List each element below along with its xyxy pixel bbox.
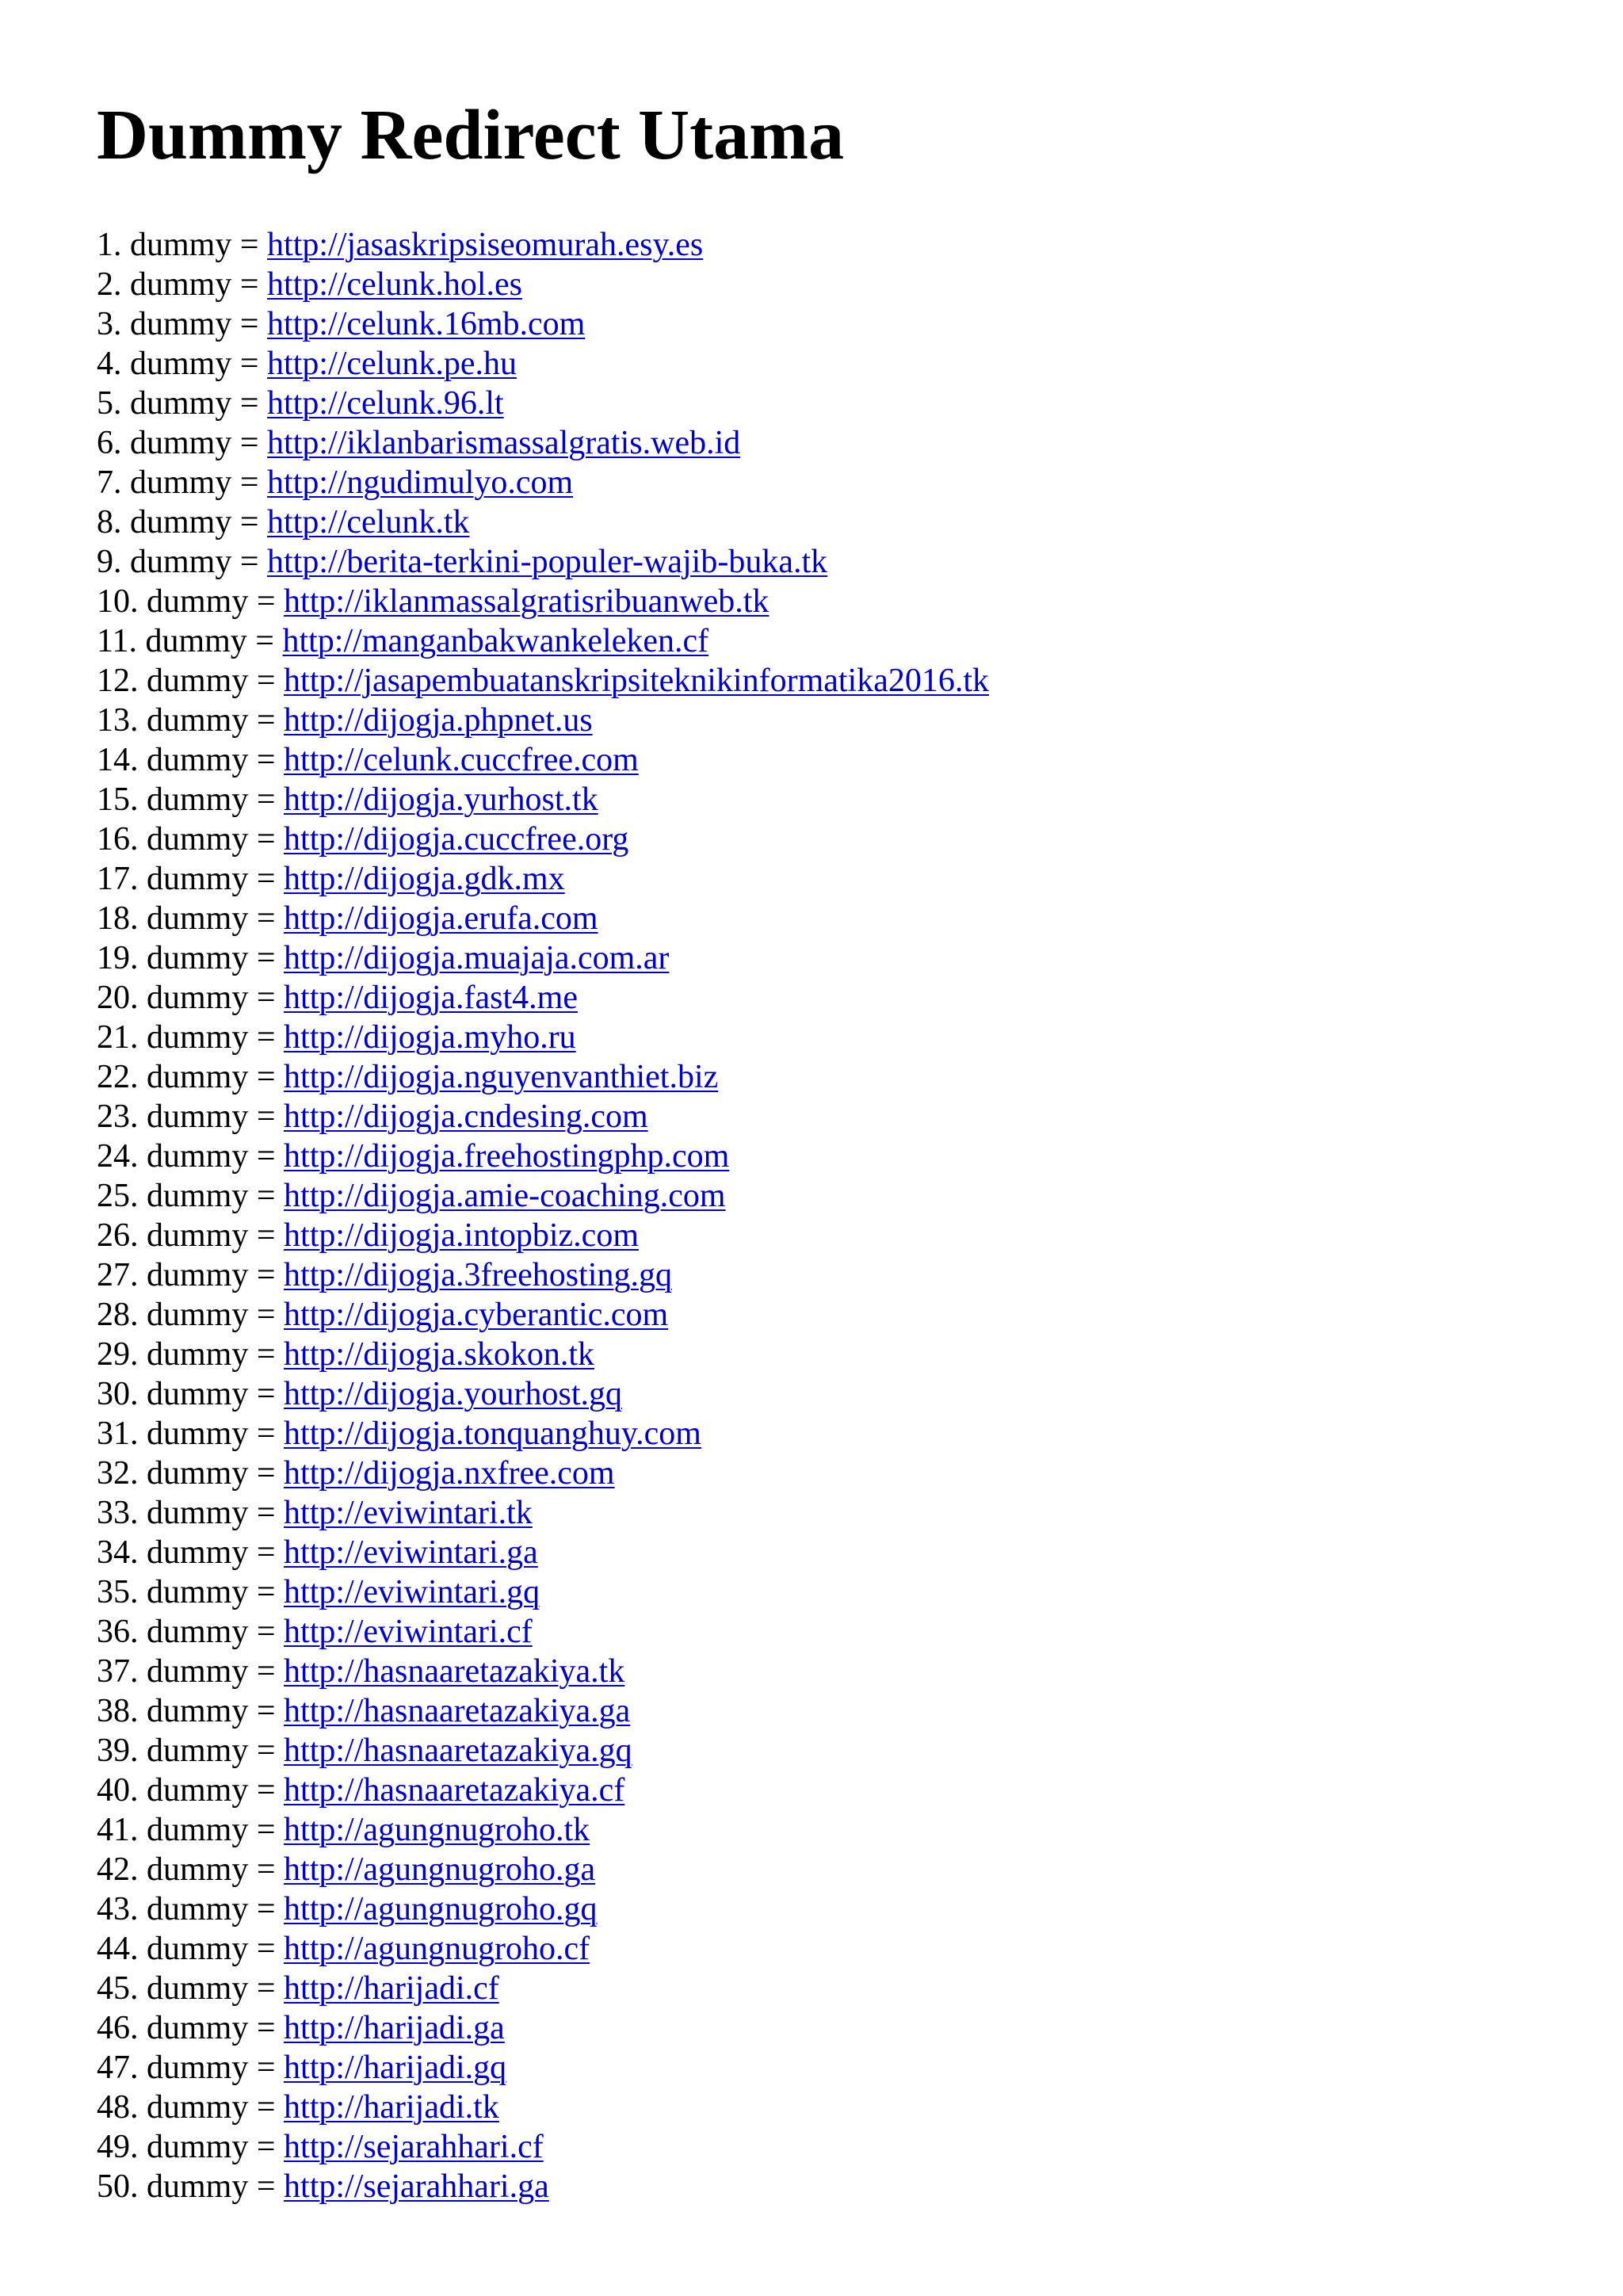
item-label: 34. dummy	[97, 1534, 249, 1571]
list-item	[97, 661, 989, 701]
item-label: 49. dummy	[97, 2129, 249, 2165]
redirect-link[interactable]: http://eviwintari.gq	[284, 1574, 540, 1610]
item-label: 18. dummy	[97, 900, 249, 937]
item-label: 48. dummy	[97, 2089, 249, 2126]
redirect-link[interactable]: http://agungnugroho.gq	[284, 1891, 598, 1927]
item-separator: =	[248, 1178, 285, 1214]
item-label: 50. dummy	[97, 2168, 249, 2205]
item-separator: =	[248, 1891, 285, 1927]
item-separator: =	[231, 544, 268, 580]
item-separator: =	[248, 1217, 285, 1254]
redirect-link[interactable]: http://eviwintari.ga	[284, 1534, 538, 1571]
item-label: 31. dummy	[97, 1415, 249, 1452]
list-item	[97, 2088, 989, 2127]
item-label: 20. dummy	[97, 980, 249, 1016]
document-page	[97, 0, 1575, 2296]
item-label: 29. dummy	[97, 1336, 249, 1373]
item-label: 46. dummy	[97, 2010, 249, 2046]
item-separator: =	[248, 2089, 285, 2126]
item-label: 28. dummy	[97, 1297, 249, 1333]
redirect-link[interactable]: http://dijogja.phpnet.us	[284, 702, 593, 739]
list-item	[97, 1414, 989, 1454]
item-separator: =	[248, 1614, 285, 1650]
item-label: 32. dummy	[97, 1455, 249, 1492]
item-separator: =	[248, 1495, 285, 1531]
item-label: 9. dummy	[97, 544, 232, 580]
list-item	[97, 1097, 989, 1137]
redirect-link[interactable]: http://harijadi.ga	[284, 2010, 505, 2046]
item-separator: =	[248, 1098, 285, 1135]
item-label: 23. dummy	[97, 1098, 249, 1135]
redirect-link[interactable]: http://celunk.16mb.com	[267, 306, 586, 342]
item-separator: =	[248, 1733, 285, 1769]
item-separator: =	[248, 742, 285, 778]
redirect-link[interactable]: http://harijadi.tk	[284, 2089, 499, 2126]
item-separator: =	[248, 583, 285, 620]
item-separator: =	[248, 821, 285, 858]
list-item	[97, 1295, 989, 1335]
redirect-link[interactable]: http://eviwintari.cf	[284, 1614, 533, 1650]
item-separator: =	[248, 781, 285, 818]
item-separator: =	[248, 940, 285, 976]
item-label: 40. dummy	[97, 1772, 249, 1809]
item-separator: =	[248, 1019, 285, 1056]
redirect-link[interactable]: http://iklanmassalgratisribuanweb.tk	[284, 583, 769, 620]
item-label: 26. dummy	[97, 1217, 249, 1254]
redirect-link[interactable]: http://hasnaaretazakiya.gq	[284, 1733, 632, 1769]
redirect-link[interactable]: http://dijogja.cuccfree.org	[284, 821, 629, 858]
item-label: 14. dummy	[97, 742, 249, 778]
redirect-link[interactable]: http://dijogja.3freehosting.gq	[284, 1257, 672, 1293]
item-separator: =	[231, 425, 268, 461]
list-item	[97, 1810, 989, 1850]
item-label: 42. dummy	[97, 1851, 249, 1888]
list-item	[97, 859, 989, 899]
item-label: 7. dummy	[97, 464, 232, 501]
redirect-link[interactable]: http://jasapembuatanskripsiteknikinformatika2016.tk	[284, 663, 990, 699]
redirect-link[interactable]: http://dijogja.amie-coaching.com	[284, 1178, 726, 1214]
redirect-link[interactable]: http://hasnaaretazakiya.cf	[284, 1772, 625, 1809]
item-separator: =	[248, 1297, 285, 1333]
redirect-link[interactable]: http://celunk.hol.es	[267, 266, 522, 303]
item-label: 37. dummy	[97, 1653, 249, 1690]
item-separator: =	[248, 1851, 285, 1888]
item-label: 35. dummy	[97, 1574, 249, 1610]
item-label: 43. dummy	[97, 1891, 249, 1927]
item-separator: =	[231, 504, 268, 541]
list-item	[97, 1493, 989, 1533]
list-item	[97, 225, 989, 265]
list-item	[97, 582, 989, 621]
list-item	[97, 938, 989, 978]
item-separator: =	[248, 980, 285, 1016]
item-separator: =	[248, 1931, 285, 1967]
item-label: 19. dummy	[97, 940, 249, 976]
redirect-list	[97, 225, 989, 2206]
list-item	[97, 2127, 989, 2167]
item-separator: =	[248, 2168, 285, 2205]
redirect-link[interactable]: http://dijogja.gdk.mx	[284, 861, 565, 897]
list-item	[97, 1572, 989, 1612]
item-separator: =	[248, 1534, 285, 1571]
item-label: 13. dummy	[97, 702, 249, 739]
redirect-link[interactable]: http://agungnugroho.ga	[284, 1851, 596, 1888]
redirect-link[interactable]: http://dijogja.cndesing.com	[284, 1098, 648, 1135]
list-item	[97, 1652, 989, 1691]
list-item	[97, 304, 989, 344]
item-label: 1. dummy	[97, 227, 232, 263]
redirect-link[interactable]: http://eviwintari.tk	[284, 1495, 533, 1531]
redirect-link[interactable]: http://dijogja.nxfree.com	[284, 1455, 615, 1492]
item-separator: =	[248, 1257, 285, 1293]
redirect-link[interactable]: http://agungnugroho.tk	[284, 1812, 590, 1848]
list-item	[97, 1889, 989, 1929]
item-separator: =	[248, 1772, 285, 1809]
item-label: 24. dummy	[97, 1138, 249, 1175]
list-item	[97, 780, 989, 819]
item-label: 27. dummy	[97, 1257, 249, 1293]
redirect-link[interactable]: http://manganbakwankeleken.cf	[282, 623, 709, 659]
redirect-link[interactable]: http://dijogja.nguyenvanthiet.biz	[284, 1059, 719, 1095]
item-separator: =	[231, 464, 268, 501]
item-label: 15. dummy	[97, 781, 249, 818]
item-label: 36. dummy	[97, 1614, 249, 1650]
item-separator: =	[231, 227, 268, 263]
item-label: 25. dummy	[97, 1178, 249, 1214]
item-separator: =	[248, 2129, 285, 2165]
list-item	[97, 899, 989, 938]
redirect-link[interactable]: http://dijogja.erufa.com	[284, 900, 598, 937]
redirect-link[interactable]: http://dijogja.fast4.me	[284, 980, 578, 1016]
list-item	[97, 2008, 989, 2048]
item-separator: =	[248, 1138, 285, 1175]
item-label: 21. dummy	[97, 1019, 249, 1056]
redirect-link[interactable]: http://dijogja.myho.ru	[284, 1019, 576, 1056]
item-label: 41. dummy	[97, 1812, 249, 1848]
item-label: 33. dummy	[97, 1495, 249, 1531]
redirect-link[interactable]: http://harijadi.cf	[284, 1970, 499, 2007]
list-item	[97, 1057, 989, 1097]
item-label: 17. dummy	[97, 861, 249, 897]
redirect-link[interactable]: http://agungnugroho.cf	[284, 1931, 590, 1967]
item-label: 22. dummy	[97, 1059, 249, 1095]
redirect-link[interactable]: http://celunk.96.lt	[267, 385, 504, 422]
list-item	[97, 265, 989, 304]
item-separator: =	[248, 1653, 285, 1690]
redirect-link[interactable]: http://dijogja.freehostingphp.com	[284, 1138, 730, 1175]
redirect-link[interactable]: http://harijadi.gq	[284, 2050, 507, 2086]
list-item	[97, 1850, 989, 1889]
list-item	[97, 1018, 989, 1057]
list-item	[97, 1533, 989, 1572]
redirect-link[interactable]: http://hasnaaretazakiya.ga	[284, 1693, 631, 1729]
list-item	[97, 1454, 989, 1493]
item-separator: =	[248, 663, 285, 699]
item-separator: =	[248, 1455, 285, 1492]
redirect-link[interactable]: http://ngudimulyo.com	[267, 464, 574, 501]
list-item	[97, 1374, 989, 1414]
redirect-link[interactable]: http://dijogja.yourhost.gq	[284, 1376, 623, 1412]
item-separator: =	[231, 306, 268, 342]
item-separator: =	[248, 2010, 285, 2046]
list-item	[97, 1771, 989, 1810]
item-label: 5. dummy	[97, 385, 232, 422]
list-item	[97, 542, 989, 582]
list-item	[97, 1216, 989, 1255]
list-item	[97, 621, 989, 661]
redirect-link[interactable]: http://celunk.tk	[267, 504, 470, 541]
redirect-link[interactable]: http://hasnaaretazakiya.tk	[284, 1653, 625, 1690]
item-label: 45. dummy	[97, 1970, 249, 2007]
list-item	[97, 384, 989, 423]
list-item	[97, 2167, 989, 2206]
redirect-link[interactable]: http://jasaskripsiseomurah.esy.es	[267, 227, 704, 263]
redirect-link[interactable]: http://berita-terkini-populer-wajib-buka.tk	[267, 544, 828, 580]
redirect-link[interactable]: http://sejarahhari.ga	[284, 2168, 549, 2205]
list-item	[97, 463, 989, 502]
list-item	[97, 978, 989, 1018]
item-separator: =	[248, 1970, 285, 2007]
list-item	[97, 1731, 989, 1771]
item-label: 6. dummy	[97, 425, 232, 461]
list-item	[97, 1691, 989, 1731]
item-label: 2. dummy	[97, 266, 232, 303]
item-label: 30. dummy	[97, 1376, 249, 1412]
item-separator: =	[248, 1415, 285, 1452]
redirect-link[interactable]: http://dijogja.yurhost.tk	[284, 781, 598, 818]
page-title: Dummy Redirect Utama	[97, 96, 845, 174]
list-item	[97, 502, 989, 542]
redirect-link[interactable]: http://dijogja.skokon.tk	[284, 1336, 595, 1373]
redirect-link[interactable]: http://dijogja.muajaja.com.ar	[284, 940, 670, 976]
item-label: 44. dummy	[97, 1931, 249, 1967]
redirect-link[interactable]: http://iklanbarismassalgratis.web.id	[267, 425, 741, 461]
item-label: 38. dummy	[97, 1693, 249, 1729]
item-label: 10. dummy	[97, 583, 249, 620]
list-item	[97, 423, 989, 463]
list-item	[97, 1969, 989, 2008]
item-label: 16. dummy	[97, 821, 249, 858]
item-separator: =	[248, 1336, 285, 1373]
item-separator: =	[248, 900, 285, 937]
item-separator: =	[248, 1693, 285, 1729]
item-separator: =	[246, 623, 283, 659]
list-item	[97, 1929, 989, 1969]
item-separator: =	[248, 702, 285, 739]
list-item	[97, 1255, 989, 1295]
item-label: 11. dummy	[97, 623, 247, 659]
list-item	[97, 1137, 989, 1176]
list-item	[97, 1176, 989, 1216]
item-label: 39. dummy	[97, 1733, 249, 1769]
redirect-link[interactable]: http://celunk.cuccfree.com	[284, 742, 639, 778]
list-item	[97, 1335, 989, 1374]
list-item	[97, 701, 989, 740]
item-label: 47. dummy	[97, 2050, 249, 2086]
redirect-link[interactable]: http://dijogja.tonquanghuy.com	[284, 1415, 701, 1452]
item-separator: =	[248, 861, 285, 897]
item-separator: =	[248, 1574, 285, 1610]
list-item	[97, 740, 989, 780]
item-label: 3. dummy	[97, 306, 232, 342]
list-item	[97, 344, 989, 384]
redirect-link[interactable]: http://sejarahhari.cf	[284, 2129, 544, 2165]
item-label: 12. dummy	[97, 663, 249, 699]
item-separator: =	[248, 1812, 285, 1848]
item-label: 4. dummy	[97, 346, 232, 382]
item-separator: =	[248, 2050, 285, 2086]
redirect-link[interactable]: http://celunk.pe.hu	[267, 346, 517, 382]
list-item	[97, 2048, 989, 2088]
item-separator: =	[231, 385, 268, 422]
item-separator: =	[248, 1059, 285, 1095]
list-item	[97, 819, 989, 859]
list-item	[97, 1612, 989, 1652]
item-separator: =	[231, 266, 268, 303]
item-separator: =	[248, 1376, 285, 1412]
redirect-link[interactable]: http://dijogja.cyberantic.com	[284, 1297, 669, 1333]
item-separator: =	[231, 346, 268, 382]
redirect-link[interactable]: http://dijogja.intopbiz.com	[284, 1217, 639, 1254]
item-label: 8. dummy	[97, 504, 232, 541]
